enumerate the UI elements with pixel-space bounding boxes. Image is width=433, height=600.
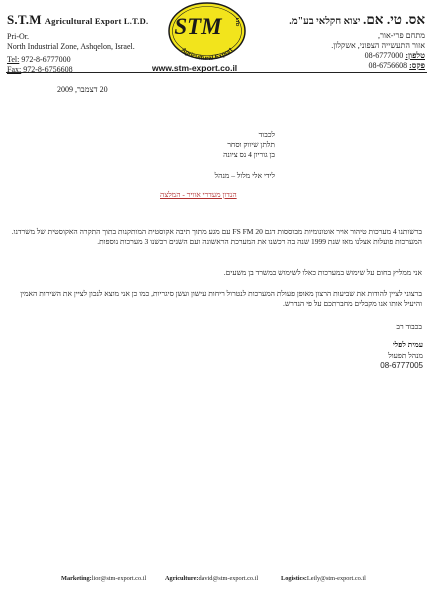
tel-he: 08-6777000	[364, 51, 404, 60]
footer-logistics-email[interactable]: Leily@stm-export.co.il	[306, 575, 366, 582]
attention-line: לידי אלי מלול – מנהל	[214, 171, 275, 180]
address-en	[7, 32, 135, 51]
letter-date: 20 דצמבר, 2009	[57, 85, 108, 94]
fax-en: 972-8-6756608	[23, 64, 73, 74]
address-he-line1: מתחם פרי-אור,	[377, 31, 425, 40]
footer-marketing-email[interactable]: lior@stm-export.co.il	[91, 575, 147, 582]
footer-marketing-label: Marketing:	[61, 575, 92, 582]
tel-label-he: טלפון:	[405, 51, 425, 60]
signer-phone: 08-6777005	[380, 361, 423, 370]
footer-marketing	[61, 575, 146, 582]
footer-logistics	[281, 575, 366, 582]
subject-line: הנדון מעדרי אוויר - המלצה	[160, 190, 237, 199]
footer-agriculture-label: Agriculture:	[165, 575, 199, 582]
logo-arc-text: Agricultural Export	[179, 46, 235, 62]
address-he-line2: אזור התעשייה הצפוני, אשקלון.	[331, 40, 425, 50]
company-name-he	[289, 12, 425, 28]
company-name-en	[7, 12, 148, 28]
address-en-line1: Pri-Or.	[7, 32, 29, 41]
fax-label-he: פקס:	[409, 60, 425, 70]
company-logo	[167, 2, 247, 62]
company-name-he-full: יצוא חקלאי בע"מ.	[289, 16, 361, 27]
company-name-he-short: אס. טי. אם.	[362, 12, 425, 27]
fax-label-en: Fax:	[7, 64, 22, 74]
recipient-line3: בן גוריון 4 נס ציונה	[223, 150, 275, 159]
signer-name: עמית לפלי	[392, 340, 423, 349]
tel-label-en: Tel:	[7, 55, 20, 64]
logo-ltd: LTD	[235, 17, 240, 27]
paragraph-1: ברשותנו 4 מערכות טיהור אויר אוטונומיות מבוססות דגם FS FM 20 עם מגע מתוך תיבה אקוסטית המותקנות בתוך התקרה האקוסטית של משרדנו. המערכות פועלות אצלנו מאז שנת 1999 שנה בה רכשנו את המערכת הראשונה ועם השנים רכשנו 3 מערכות נוספות.	[11, 227, 422, 247]
tel-en: 972-8-6777000	[21, 55, 71, 64]
recipient-line2: תלתן שיווק וסחר	[227, 140, 275, 149]
fax-he: 08-6756608	[368, 60, 408, 70]
address-he	[331, 31, 425, 50]
footer-agriculture	[165, 575, 258, 582]
logo-text: STM	[174, 14, 222, 39]
address-en-line2: North Industrial Zone, Ashqelon, Israel.	[7, 41, 135, 51]
paragraph-3: ברצוני לציין להודות את שביעות הרצון מאופן פעולת המערכות לנטרול ריחות עישון ועשן סיגריות, כמו כן אני מוצא לנכון לציין את השירות האמין והיעיל אותו אנו מקבלים מחברתכם על פי הנדרש.	[20, 289, 422, 309]
contact-he	[365, 51, 425, 70]
footer-logistics-label: Logistics:	[281, 575, 307, 582]
signer-title: מנהל תפעול	[388, 351, 423, 360]
paragraph-2: אני ממליץ בחום על שימוש במערכות כאלו לשימוש במשרד בן משעים.	[223, 268, 422, 277]
recipient-block	[223, 130, 275, 160]
website-link[interactable]: www.stm-export.co.il	[152, 63, 238, 73]
closing: בכבוד רב	[396, 322, 422, 331]
company-name-en-short: S.T.M	[7, 12, 42, 27]
company-name-en-full: Agricultural Export L.T.D.	[44, 16, 149, 26]
footer-agriculture-email[interactable]: david@stm-export.co.il	[198, 575, 259, 582]
letterhead-divider	[6, 72, 427, 73]
recipient-line1: לכבוד	[258, 130, 275, 139]
